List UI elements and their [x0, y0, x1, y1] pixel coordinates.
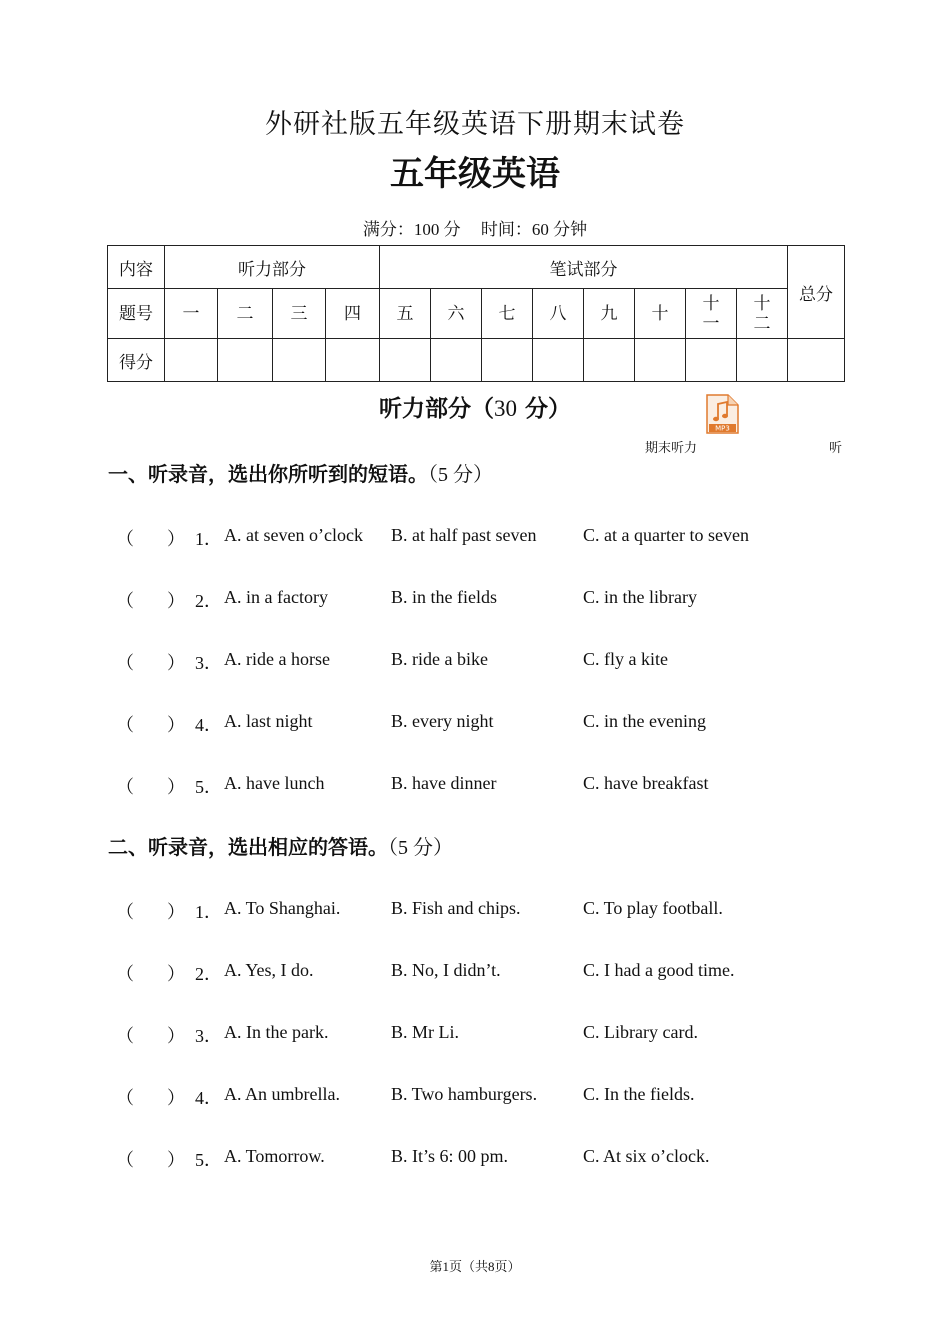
answer-paren-open[interactable]: （ [116, 1026, 134, 1046]
option-b: B. It’s 6: 00 pm. [391, 1146, 509, 1166]
score-cell[interactable] [380, 339, 431, 382]
mp3-icon-text: MP3 [715, 424, 730, 433]
option-c: C. I had a good time. [583, 960, 735, 980]
question-row [0, 960, 950, 984]
option-a: A. An umbrella. [224, 1084, 340, 1104]
exam-subtitle: 五年级英语 [390, 154, 560, 194]
score-table-number: 十 [635, 289, 686, 339]
question-number: 3． [195, 1026, 222, 1046]
answer-paren-close: ） [167, 1150, 185, 1170]
option-c: C. In the fields. [583, 1084, 695, 1104]
question-row [0, 1022, 950, 1046]
question-number: 1． [195, 902, 222, 922]
question-number: 3． [195, 653, 222, 673]
answer-paren-open[interactable]: （ [116, 902, 134, 922]
score-cell[interactable] [737, 339, 788, 382]
score-table-listening-header: 听力部分 [165, 246, 380, 289]
option-c: C. in the evening [583, 711, 706, 731]
answer-paren-close: ） [167, 1088, 185, 1108]
score-cell[interactable] [584, 339, 635, 382]
score-table-score-label: 得分 [108, 339, 165, 382]
answer-paren-close: ） [167, 653, 185, 673]
mp3-file-icon[interactable] [705, 394, 739, 434]
score-table-number-text: 十二 [753, 293, 771, 333]
option-b: B. Fish and chips. [391, 898, 521, 918]
question-row [0, 1084, 950, 1108]
score-table-writing-header: 笔试部分 [380, 246, 788, 289]
part2-heading [108, 831, 453, 860]
score-table-number-label: 题号 [108, 289, 165, 339]
option-a: A. Tomorrow. [224, 1146, 325, 1166]
score-table-number: 二 [218, 289, 273, 339]
option-b: B. every night [391, 711, 494, 731]
answer-paren-close: ） [167, 591, 185, 611]
question-row [0, 525, 950, 549]
exam-time: 时间：60 分钟 [480, 220, 588, 239]
score-cell[interactable] [431, 339, 482, 382]
option-c: C. To play football. [583, 898, 723, 918]
option-b: B. Mr Li. [391, 1022, 460, 1042]
exam-meta [0, 215, 950, 240]
score-cell[interactable] [165, 339, 218, 382]
answer-paren-open[interactable]: （ [116, 591, 134, 611]
answer-paren-open[interactable]: （ [116, 529, 134, 549]
listen-label: 听 [829, 440, 843, 455]
option-a: A. To Shanghai. [224, 898, 341, 918]
part2-points: （5 分） [388, 837, 453, 859]
question-row [0, 587, 950, 611]
question-number: 2． [195, 964, 222, 984]
score-table-number: 九 [584, 289, 635, 339]
section-title-text: 听力部分（ [378, 396, 494, 422]
part2-heading-text: 二、听录音，选出相应的答语。 [108, 835, 388, 859]
exam-title: 外研社版五年级英语下册期末试卷 [265, 109, 685, 139]
listening-section-title [0, 390, 950, 423]
option-b: B. have dinner [391, 773, 497, 793]
score-table-number: 四 [326, 289, 380, 339]
part1-heading-text: 一、听录音，选出你所听到的短语。 [108, 462, 428, 486]
option-a: A. Yes, I do. [224, 960, 314, 980]
score-table-number: 八 [533, 289, 584, 339]
score-table-number: 七 [482, 289, 533, 339]
page-footer: 第1页（共8页） [429, 1259, 521, 1274]
score-cell[interactable] [533, 339, 584, 382]
question-row [0, 1146, 950, 1170]
score-table-number: 六 [431, 289, 482, 339]
option-c: C. in the library [583, 587, 697, 607]
option-a: A. last night [224, 711, 313, 731]
option-b: B. No, I didn’t. [391, 960, 501, 980]
answer-paren-open[interactable]: （ [116, 1150, 134, 1170]
option-c: C. At six o’clock. [583, 1146, 710, 1166]
answer-paren-close: ） [167, 964, 185, 984]
option-c: C. Library card. [583, 1022, 698, 1042]
option-a: A. at seven o’clock [224, 525, 363, 545]
full-score: 满分：100 分 [362, 220, 461, 239]
question-number: 2． [195, 591, 222, 611]
option-a: A. in a factory [224, 587, 328, 607]
part1-points: （5 分） [428, 464, 493, 486]
score-table [107, 245, 845, 382]
question-number: 1． [195, 529, 222, 549]
question-row [0, 898, 950, 922]
section-points: 30 [493, 396, 517, 421]
option-b: B. at half past seven [391, 525, 537, 545]
section-title-suffix: 分） [516, 396, 571, 422]
score-table-number [737, 289, 788, 339]
option-b: B. in the fields [391, 587, 497, 607]
score-cell[interactable] [326, 339, 380, 382]
question-number: 5． [195, 1150, 222, 1170]
question-number: 4． [195, 1088, 222, 1108]
question-row [0, 711, 950, 735]
answer-paren-open[interactable]: （ [116, 1088, 134, 1108]
answer-paren-close: ） [167, 902, 185, 922]
answer-paren-close: ） [167, 1026, 185, 1046]
option-c: C. at a quarter to seven [583, 525, 749, 545]
option-b: B. Two hamburgers. [391, 1084, 538, 1104]
score-cell[interactable] [273, 339, 326, 382]
audio-label[interactable]: 期末听力 [645, 440, 698, 455]
answer-paren-close: ） [167, 529, 185, 549]
question-row [0, 649, 950, 673]
score-cell[interactable] [686, 339, 737, 382]
option-c: C. fly a kite [583, 649, 668, 669]
question-number: 4． [195, 715, 222, 735]
answer-paren-open[interactable]: （ [116, 653, 134, 673]
part1-heading [108, 458, 493, 487]
option-a: A. have lunch [224, 773, 325, 793]
option-c: C. have breakfast [583, 773, 709, 793]
score-table-content-label: 内容 [108, 246, 165, 289]
question-number: 5． [195, 777, 222, 797]
score-table-total-header: 总分 [788, 246, 845, 339]
score-cell[interactable] [482, 339, 533, 382]
option-a: A. In the park. [224, 1022, 329, 1042]
answer-paren-open[interactable]: （ [116, 964, 134, 984]
answer-paren-open[interactable]: （ [116, 777, 134, 797]
score-table-number: 五 [380, 289, 431, 339]
question-row [0, 773, 950, 797]
answer-paren-close: ） [167, 715, 185, 735]
score-table-number [686, 289, 737, 339]
option-a: A. ride a horse [224, 649, 330, 669]
score-cell[interactable] [635, 339, 686, 382]
answer-paren-open[interactable]: （ [116, 715, 134, 735]
score-cell-total[interactable] [788, 339, 845, 382]
answer-paren-close: ） [167, 777, 185, 797]
score-table-number: 一 [165, 289, 218, 339]
score-table-number: 三 [273, 289, 326, 339]
score-cell[interactable] [218, 339, 273, 382]
score-table-number-text: 十一 [702, 293, 720, 333]
option-b: B. ride a bike [391, 649, 488, 669]
